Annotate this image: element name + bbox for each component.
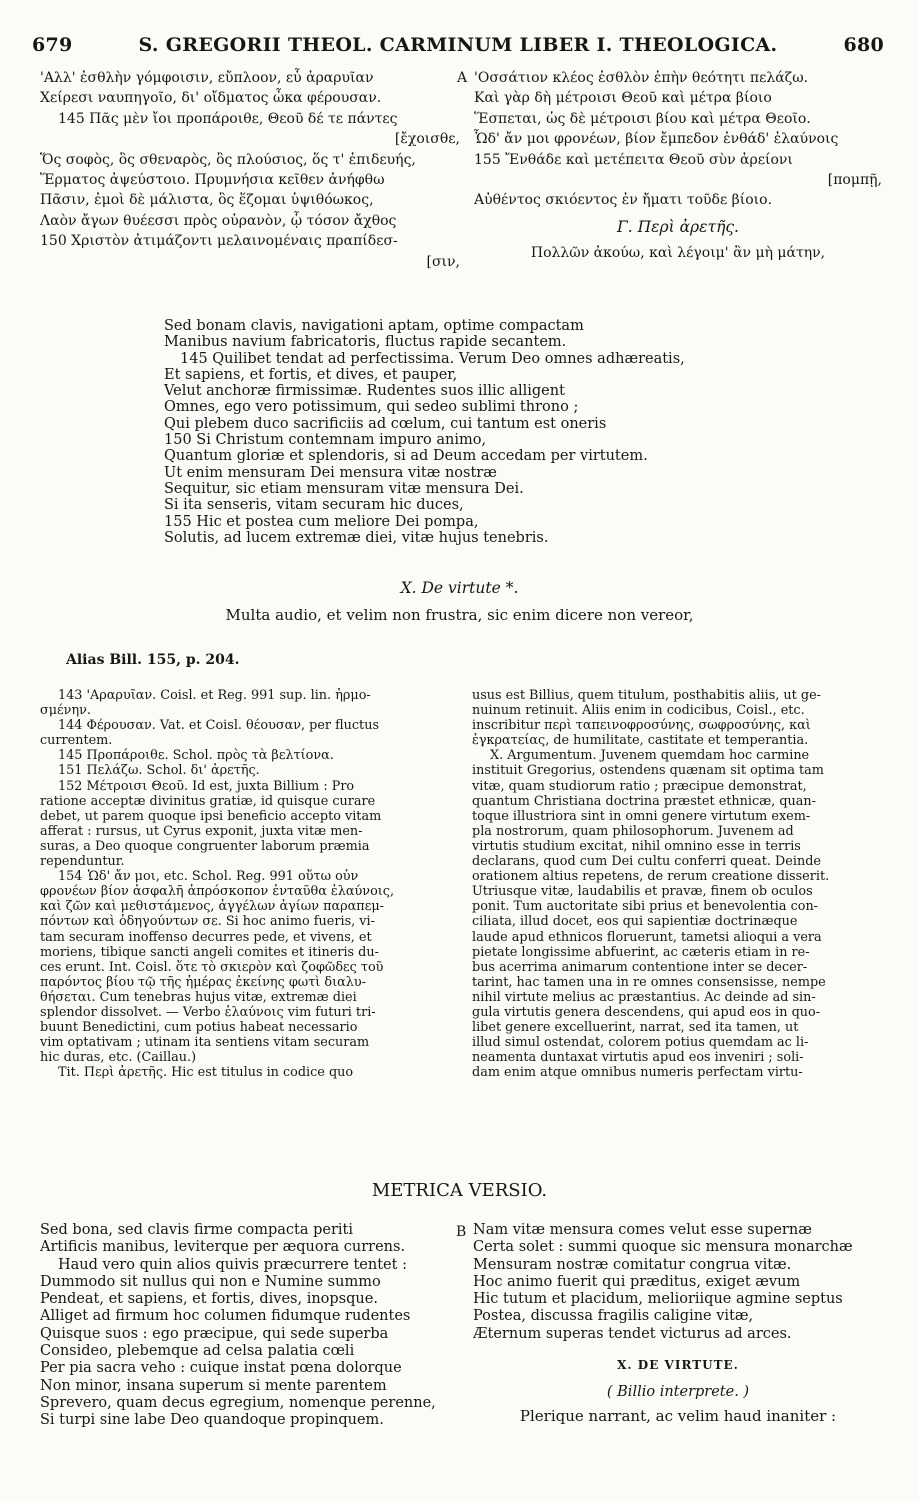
note-line: 144 Φέρουσαν. Vat. et Coisl. θέουσαν, per fluctus [58, 718, 380, 734]
note-line: θήσεται. Cum tenebras hujus vitæ, extremæ diei [40, 989, 357, 1005]
greek-line: [σιν, [426, 253, 460, 270]
note-line: moriens, tibique sancti angeli comites et itineris du- [40, 944, 379, 960]
greek-line: 'Αλλ' ἐσθλὴν γόμφοισιν, εὔπλοον, εὖ ἀραρυῖαν [40, 70, 374, 86]
running-title: S. GREGORII THEOL. CARMINUM LIBER I. THEOLOGICA. [138, 34, 778, 56]
running-header [32, 34, 884, 56]
verse-line: Non minor, insana superum si mente parentem [40, 1377, 387, 1394]
note-line: gula virtutis genera descendens, qui apud eos in quo- [472, 1004, 821, 1020]
notes-right-column [472, 688, 882, 1080]
latin-line: 155 Hic et postea cum meliore Dei pompa, [164, 513, 479, 530]
latin-section-first-line: Multa audio, et velim non frustra, sic enim dicere non vereor, [225, 606, 694, 624]
note-line: ἐγκρατείας, de humilitate, castitate et temperantia. [472, 733, 809, 749]
left-page-number: 679 [32, 34, 73, 56]
margin-letter-a: A [457, 70, 468, 86]
greek-line: Χείρεσι ναυπηγοῖο, δι' οἴδματος ὦκα φέρουσαν. [40, 90, 382, 107]
verse-line: Sprevero, quam decus egregium, nomenque perenne, [40, 1394, 436, 1411]
metrica-section-subtitle: ( Billio interprete. ) [606, 1384, 750, 1401]
latin-section-title: X. De virtute *. [400, 579, 519, 597]
note-line: quantum Christiana doctrina præstet ethnicæ, quan- [472, 793, 816, 809]
verse-line: Dummodo sit nullus qui non e Numine summo [40, 1273, 381, 1290]
verse-line: Per pia sacra veho : cuique instat pœna dolorque [40, 1360, 402, 1377]
greek-line: Πᾶσιν, ἐμοὶ δὲ μάλιστα, ὃς ἕζομαι ὑψιθόωκος, [40, 192, 374, 209]
note-line: instituit Gregorius, ostendens quænam sit optima tam [472, 763, 824, 779]
note-line: ponit. Tum auctoritate sibi prius et benevolentia con- [472, 899, 819, 915]
note-line: ces erunt. Int. Coisl. ὅτε τὸ σκιερὸν καὶ ζοφῶδες τοῦ [40, 959, 384, 975]
latin-line: Ut enim mensuram Dei mensura vitæ nostræ [164, 464, 497, 481]
note-line: splendor dissolvet. — Verbo ἐλαύνοις vim futuri tri- [40, 1004, 376, 1020]
note-line: usus est Billius, quem titulum, posthabitis aliis, ut ge- [472, 688, 821, 703]
latin-line: Sequitur, sic etiam mensuram vitæ mensura Dei. [164, 480, 524, 497]
greek-line: Λαὸν ἄγων θυέεσσι πρὸς οὐρανὸν, ᾧ τόσον ἄχθος [40, 212, 397, 229]
note-line: καὶ ζῶν καὶ μεθιστάμενος, ἀγγέλων ἁγίων παραπεμ- [40, 899, 384, 915]
note-line: pla nostrorum, quam philosophorum. Juvenem ad [472, 823, 794, 839]
verse-line: Æternum superas tendet victurus ad arces. [473, 1325, 792, 1342]
note-line: 151 Πελάζω. Schol. δι' ἀρετῆς. [58, 763, 260, 779]
latin-line: Manibus navium fabricatoris, fluctus rapide secantem. [164, 334, 567, 351]
latin-line: Solutis, ad lucem extremæ diei, vitæ hujus tenebris. [164, 529, 549, 546]
note-line: toque illustriora sint in omni genere virtutum exem- [472, 808, 811, 824]
metrica-section-title: X. DE VIRTUTE. [617, 1358, 739, 1373]
note-line: buunt Benedictini, cum potius habeat necessario [40, 1020, 358, 1036]
note-line: φρονέων βίον ἀσφαλῆ ἀπρόσκοπον ἐνταῦθα ἐλαύνοις, [40, 884, 395, 900]
note-line: vitæ, quam studiorum ratio ; præcipue demonstrat, [472, 778, 807, 794]
right-page-number: 680 [843, 34, 884, 56]
note-line: 143 'Αραρυῖαν. Coisl. et Reg. 991 sup. lin. ἡρμο- [58, 688, 371, 703]
greek-line: 145 Πᾶς μὲν ἴοι προπάροιθε, Θεοῦ δέ τε πάντες [58, 110, 398, 127]
note-line: hic duras, etc. (Caillau.) [40, 1050, 197, 1066]
latin-line: 150 Si Christum contemnam impuro animo, [164, 432, 487, 449]
metrica-section-first-line: Plerique narrant, ac velim haud inaniter : [519, 1407, 837, 1425]
note-line: suras, a Deo quoque congruenter laborum præmia [40, 838, 370, 854]
note-line: neamenta duntaxat virtutis apud eos inveniri ; soli- [472, 1050, 804, 1066]
note-line: rependuntur. [40, 854, 125, 870]
greek-line: 150 Χριστὸν ἀτιμάζοντι μελαινομέναις πραπίδεσ- [40, 233, 398, 250]
note-line: παρόντος βίου τῷ τῆς ἡμέρας ἐκείνης φωτὶ διαλυ- [40, 974, 366, 990]
note-line: debet, ut parem quoque ipsi beneficio accepto vitam [40, 808, 382, 824]
latin-line: Qui plebem duco sacrificiis ad cœlum, cui tantum est oneris [164, 415, 607, 432]
verse-line: Postea, discussa fragilis caligine vitæ, [473, 1308, 754, 1325]
greek-line: Καὶ γὰρ δὴ μέτροισι Θεοῦ καὶ μέτρα βίοιο [474, 90, 772, 107]
verse-line: Artificis manibus, leviterque per æquora currens. [40, 1239, 406, 1256]
note-line: tam securam inoffenso decurres pede, et vivens, et [40, 929, 372, 945]
note-line: X. Argumentum. Juvenem quemdam hoc carmine [490, 748, 810, 764]
latin-line: Quantum gloriæ et splendoris, si ad Deum accedam per virtutem. [164, 448, 648, 465]
verse-line: Sed bona, sed clavis firme compacta periti [40, 1222, 353, 1238]
latin-line: Sed bonam clavis, navigationi aptam, optime compactam [164, 318, 584, 334]
verse-line: Hoc animo fuerit qui præditus, exiget ævum [473, 1273, 801, 1290]
note-line: bus acerrima animarum contentione inter se decer- [472, 959, 808, 975]
margin-letter-b: B [456, 1224, 467, 1240]
note-line: afferat : rursus, ut Cyrus exponit, juxta vitæ men- [40, 823, 363, 839]
note-line: tarint, hac tamen una in re omnes consensisse, nempe [472, 974, 826, 990]
note-line: nihil virtute melius ac præstantius. Ac deinde ad sin- [472, 989, 816, 1005]
note-line: laude apud ethnicos floruerunt, tametsi alioqui a vera [472, 929, 822, 945]
note-line: illud simul ostendat, colorem potius quemdam ac li- [472, 1035, 809, 1051]
greek-line: Ἕσπεται, ὡς δὲ μέτροισι βίου καὶ μέτρα Θεοῖο. [474, 110, 811, 127]
note-line: ciliata, illud docet, eos qui sapientiæ doctrinæque [472, 914, 798, 930]
latin-line: 145 Quilibet tendat ad perfectissima. Verum Deo omnes adhæreatis, [180, 350, 685, 367]
note-line: 154 Ὧδ' ἄν μοι, etc. Schol. Reg. 991 οὕτω οὖν [58, 869, 359, 885]
verse-line: Si turpi sine labe Deo quandoque propinquem. [40, 1412, 384, 1429]
greek-line: Αὐθέντος σκιόεντος ἐν ἤματι τοῦδε βίοιο. [474, 192, 773, 209]
verse-line: Haud vero quin alios quivis præcurrere tentet : [58, 1256, 407, 1273]
greek-section-title: Γ. Περὶ ἀρετῆς. [617, 217, 739, 236]
metrica-right-column [473, 1222, 883, 1425]
metrica-left-column [40, 1222, 460, 1430]
note-line: virtutis studium excitat, nihil omnino esse in terris [472, 838, 801, 854]
verse-line: Certa solet : summi quoque sic mensura monarchæ [473, 1239, 853, 1256]
greek-text-right [474, 68, 882, 264]
greek-line: [ἔχοισθε, [394, 131, 460, 148]
note-line: Tit. Περὶ ἀρετῆς. Hic est titulus in codice quo [58, 1065, 354, 1081]
greek-line: 155 Ἔνθάδε καὶ μετέπειτα Θεοῦ σὺν ἀρείονι [474, 151, 793, 168]
latin-line: Omnes, ego vero potissimum, qui sedeo sublimi throno ; [164, 399, 579, 416]
verse-line: Consideo, plebemque ad celsa palatia cœli [40, 1343, 355, 1360]
latin-line: Velut anchoræ firmissimæ. Rudentes suos illic alligent [164, 383, 565, 400]
note-line: orationem altius repetens, de rerum creatione disserit. [472, 869, 830, 885]
note-line: inscribitur περὶ ταπεινοφροσύνης, σωφροσύνης, καὶ [472, 718, 811, 734]
latin-line: Et sapiens, et fortis, et dives, et pauper, [164, 366, 458, 383]
note-line: ratione acceptæ divinitus gratiæ, id quisque curare [40, 793, 376, 809]
note-line: 145 Προπάροιθε. Schol. πρὸς τὰ βελτίονα. [58, 748, 334, 764]
note-line: nuinum retinuit. Aliis enim in codicibus, Coisl., etc. [472, 703, 805, 719]
metrica-versio-title: METRICA VERSIO. [371, 1180, 548, 1201]
note-line: libet genere excelluerint, narrat, sed ita tamen, ut [472, 1020, 799, 1036]
note-line: Utriusque vitæ, laudabilis et pravæ, finem ob oculos [472, 884, 813, 900]
note-line: σμένην. [40, 703, 91, 719]
note-line: pietate longissime abfuerint, ac cæteris etiam in re- [472, 944, 810, 960]
note-line: currentem. [40, 733, 113, 749]
verse-line: Nam vitæ mensura comes velut esse supernæ [473, 1222, 812, 1238]
greek-text-left [40, 68, 460, 272]
greek-line: 'Οσσάτιον κλέος ἐσθλὸν ἐπὴν θεότητι πελάζω. [474, 70, 809, 86]
greek-section-first-line: Πολλῶν ἀκούω, καὶ λέγοιμ' ἂν μὴ μάτην, [530, 245, 826, 262]
verse-line: Hic tutum et placidum, melioriique agmine septus [473, 1291, 843, 1308]
notes-left-column [40, 688, 456, 1080]
greek-line: [πομπῇ, [827, 172, 882, 189]
latin-line: Si ita senseris, vitam securam hic duces, [164, 497, 464, 514]
verse-line: Quisque suos : ego præcipue, qui sede superba [40, 1325, 389, 1342]
greek-line: Ἕρματος ἀψεύστοιο. Πρυμνήσια κεῖθεν ἀνήφθω [40, 172, 385, 189]
note-line: declarans, quod cum Dei cultu conferri queat. Deinde [472, 854, 821, 870]
verse-line: Mensuram nostræ comitatur congrua vitæ. [473, 1256, 792, 1273]
note-line: 152 Μέτροισι Θεοῦ. Id est, juxta Billium : Pro [58, 778, 355, 794]
latin-translation [164, 318, 764, 546]
greek-line: Ὧδ' ἄν μοι φρονέων, βίον ἔμπεδον ἐνθάδ' ἐλαύνοις [474, 131, 839, 148]
note-line: dam enim atque omnibus numeris perfectam virtu- [472, 1065, 803, 1081]
verse-line: Pendeat, et sapiens, et fortis, dives, inopsque. [40, 1291, 378, 1308]
alias-note: Alias Bill. 155, p. 204. [66, 652, 240, 668]
note-line: vim optativam ; utinam ita sentiens vitam securam [40, 1035, 370, 1051]
note-line: πόντων καὶ ὁδηγούντων σε. Si hoc animo fueris, vi- [40, 914, 375, 930]
greek-line: Ὅς σοφὸς, ὃς σθεναρὸς, ὃς πλούσιος, ὅς τ' ἐπιδευής, [40, 151, 416, 168]
verse-line: Alliget ad firmum hoc columen fidumque rudentes [40, 1308, 411, 1325]
